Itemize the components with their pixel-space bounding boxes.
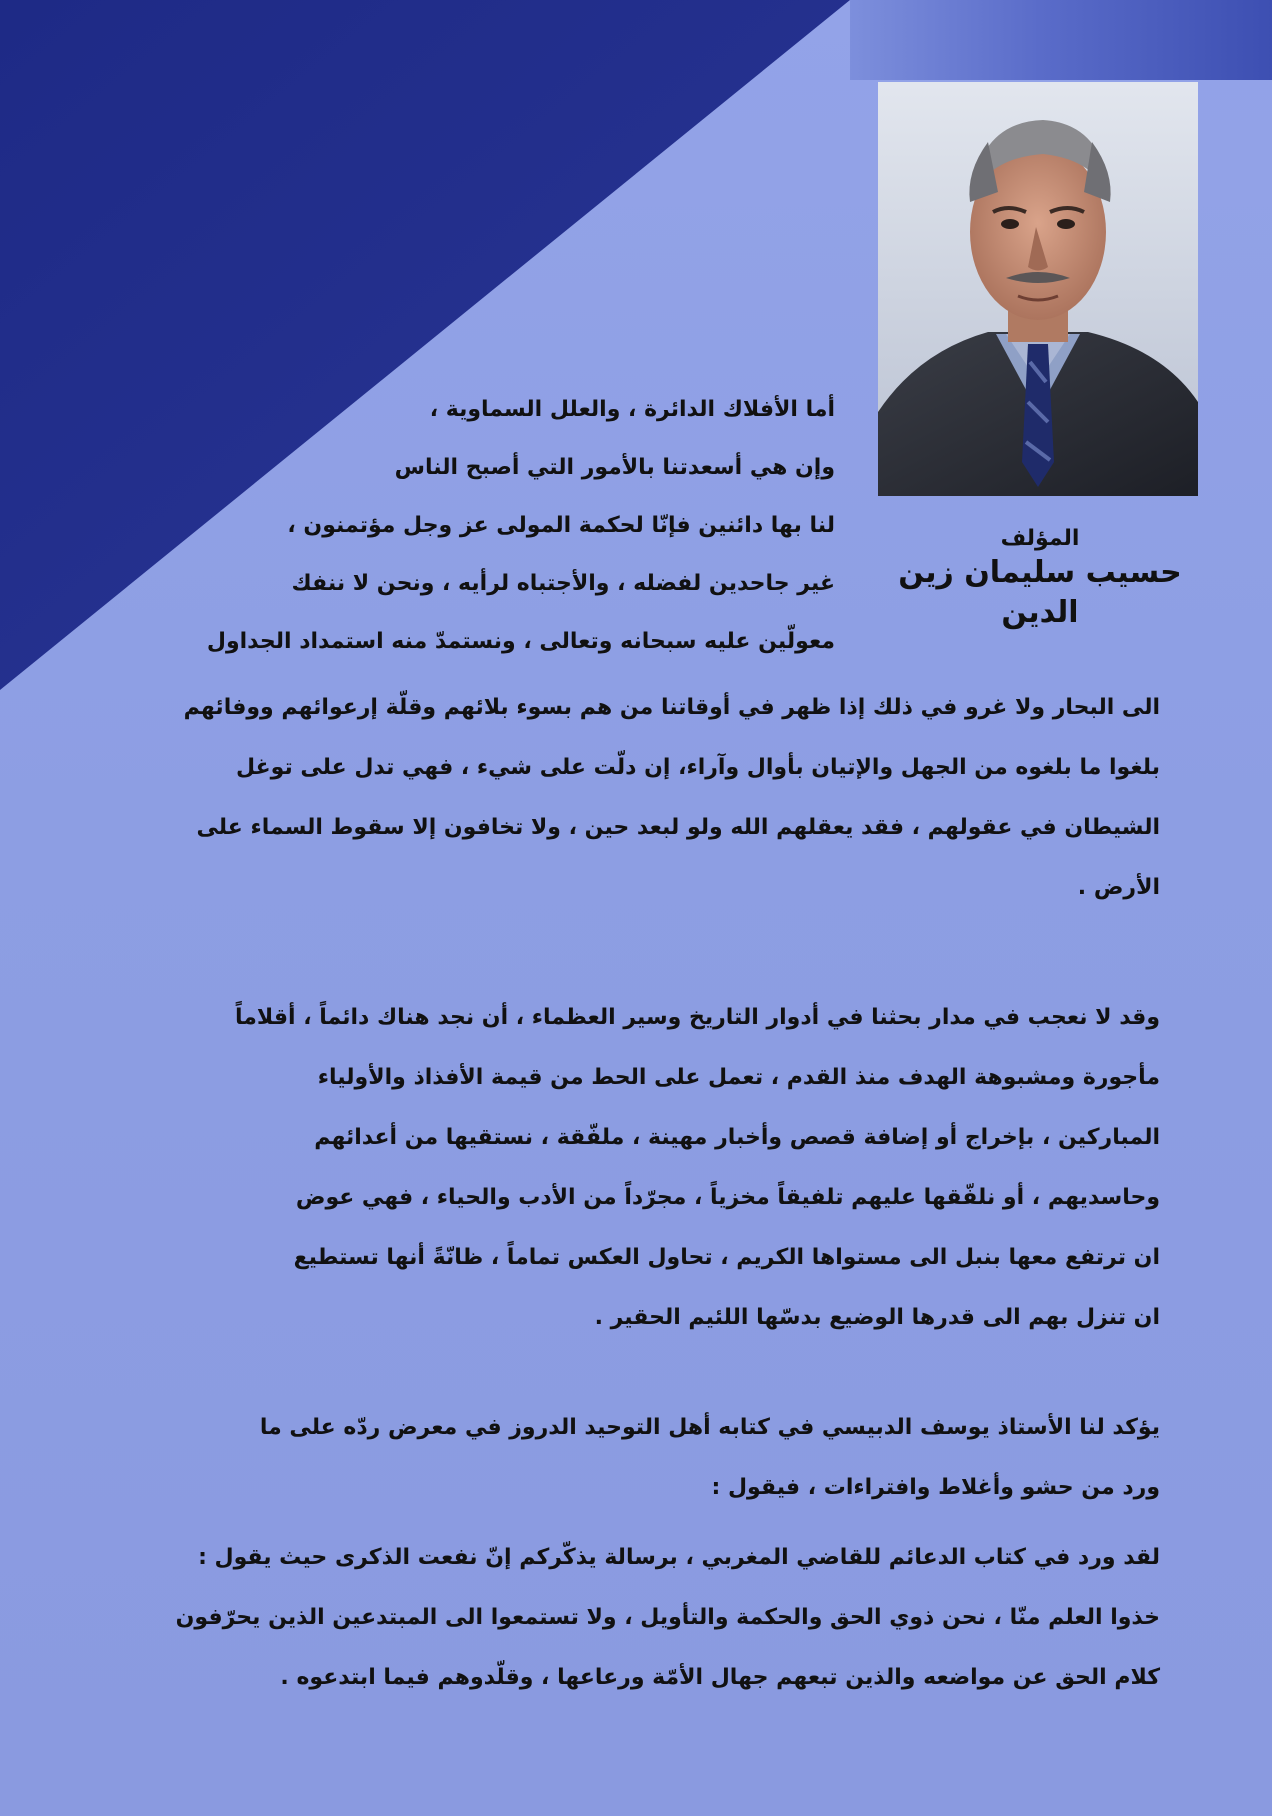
intro-line: لنا بها دائنين فإنّا لحكمة المولى عز وجل مؤتمنون ، xyxy=(287,513,835,538)
paragraph2-line: ان ترتفع معها بنبل الى مستواها الكريم ، تحاول العكس تماماً ، ظانّةً أنها تستطيع xyxy=(293,1245,1160,1270)
top-band xyxy=(850,0,1272,80)
paragraph2-line: وحاسديهم ، أو نلفّقها عليهم تلفيقاً مخزياً ، مجرّداً من الأدب والحياء ، فهي عوض xyxy=(295,1185,1160,1210)
author-role: المؤلف xyxy=(1000,526,1080,551)
paragraph1-line: الشيطان في عقولهم ، فقد يعقلهم الله ولو لبعد حين ، ولا تخافون إلا سقوط السماء على xyxy=(196,815,1160,840)
intro-line: وإن هي أسعدتنا بالأمور التي أصبح الناس xyxy=(394,455,835,480)
portrait-illustration xyxy=(878,82,1198,496)
paragraph4-line: كلام الحق عن مواضعه والذين تبعهم جهال الأمّة ورعاعها ، وقلّدوهم فيما ابتدعوه . xyxy=(280,1665,1160,1690)
paragraph4-line: خذوا العلم منّا ، نحن ذوي الحق والحكمة والتأويل ، ولا تستمعوا الى المبتدعين الذين يحرّفون xyxy=(175,1605,1160,1630)
author-photo xyxy=(878,82,1198,496)
paragraph2-line: ان تنزل بهم الى قدرها الوضيع بدسّها اللئيم الحقير . xyxy=(594,1305,1160,1330)
author-name: حسيب سليمان زين الدين xyxy=(898,555,1182,630)
paragraph1-line: الى البحار ولا غرو في ذلك إذا ظهر في أوقاتنا من هم بسوء بلائهم وقلّة إرعوائهم ووفائهم xyxy=(183,695,1160,720)
intro-line: غير جاحدين لفضله ، والأجتباه لرأيه ، ونحن لا ننفك xyxy=(291,571,835,596)
intro-line: معولّين عليه سبحانه وتعالى ، ونستمدّ منه استمداد الجداول xyxy=(206,629,835,654)
paragraph3-line: يؤكد لنا الأستاذ يوسف الدبيسي في كتابه أهل التوحيد الدروز في معرض ردّه على ما xyxy=(259,1415,1160,1440)
paragraph2-line: وقد لا نعجب في مدار بحثنا في أدوار التاريخ وسير العظماء ، أن نجد هناك دائماً ، أقلاماً xyxy=(235,1005,1160,1030)
paragraph2-line: المباركين ، بإخراج أو إضافة قصص وأخبار مهينة ، ملفّقة ، نستقيها من أعدائهم xyxy=(314,1125,1160,1150)
paragraph1-line: الأرض . xyxy=(1077,875,1160,900)
intro-line: أما الأفلاك الدائرة ، والعلل السماوية ، xyxy=(429,397,835,422)
paragraph4-line: لقد ورد في كتاب الدعائم للقاضي المغربي ، برسالة يذكّركم إنّ نفعت الذكرى حيث يقول : xyxy=(198,1545,1160,1570)
paragraph2-line: مأجورة ومشبوهة الهدف منذ القدم ، تعمل على الحط من قيمة الأفذاذ والأولياء xyxy=(317,1065,1160,1090)
paragraph3-line: ورد من حشو وأغلاط وافتراءات ، فيقول : xyxy=(711,1475,1160,1500)
paragraph1-line: بلغوا ما بلغوه من الجهل والإتيان بأوال وآراء، إن دلّت على شيء ، فهي تدل على توغل xyxy=(236,755,1160,780)
author-caption xyxy=(860,525,1220,633)
